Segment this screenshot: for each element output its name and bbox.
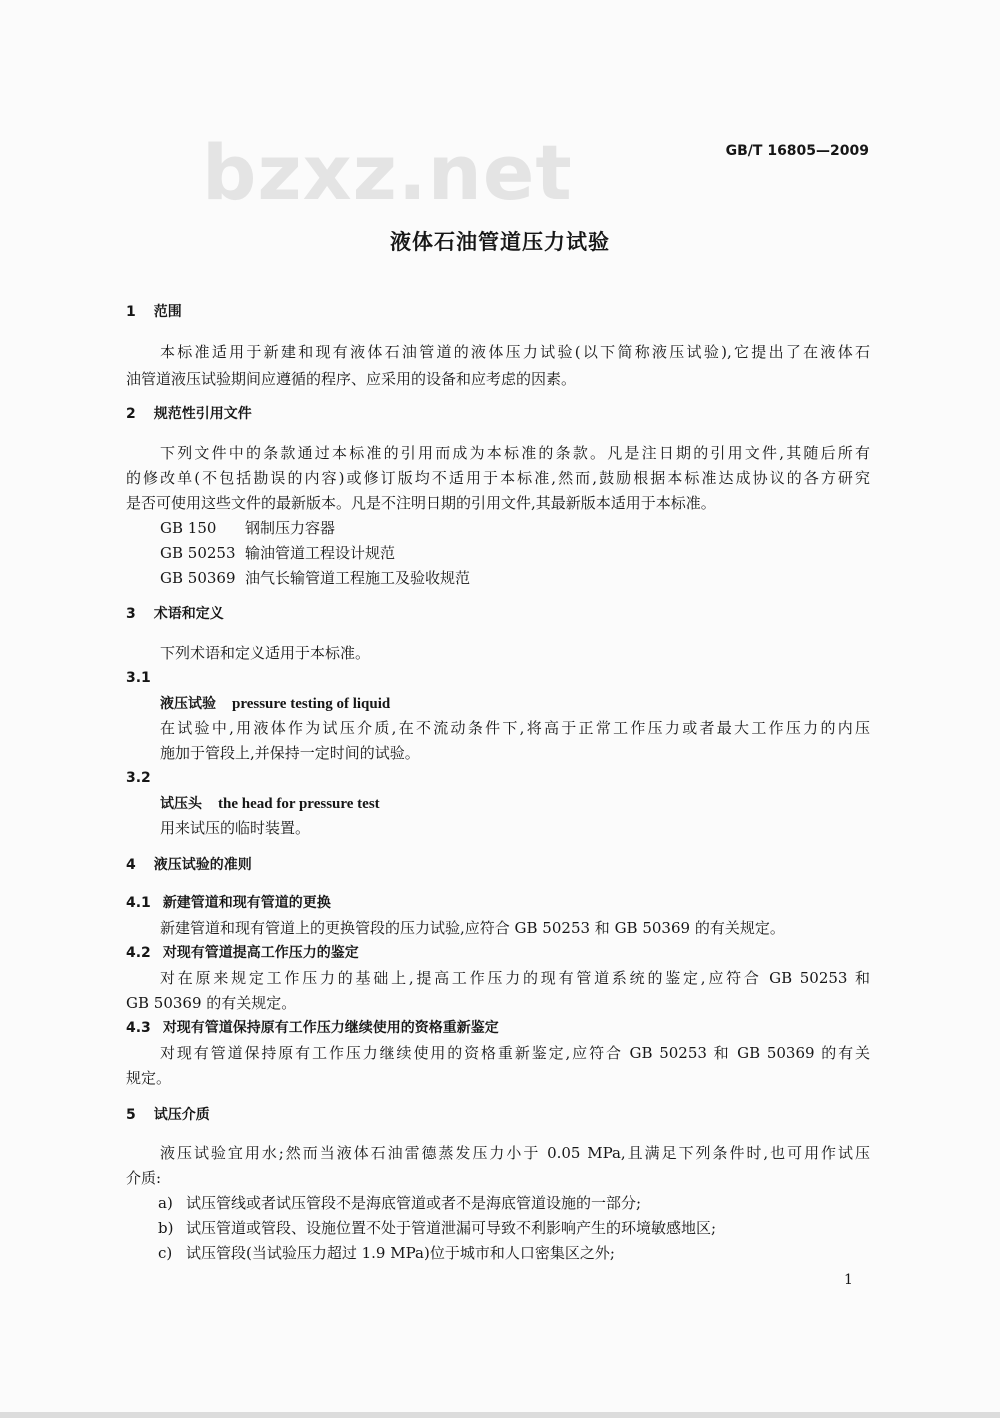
reference-item [160,543,395,563]
section-number: 3 [126,606,136,622]
reference-item [160,568,470,588]
section-number: 1 [126,304,136,320]
reference-name: 输油管道工程设计规范 [245,544,396,562]
paragraph-line: 油管道液压试验期间应遵循的程序、应采用的设备和应考虑的因素。 [126,370,577,388]
watermark: bzxz.net [202,128,573,217]
term-chinese: 液压试验 [160,696,216,712]
term-english: the head for pressure test [218,796,380,812]
paragraph-line: 规定。 [126,1069,172,1087]
section-number: 4 [126,857,136,873]
clause-number: 3.2 [126,770,151,786]
page-bottom-edge [0,1412,1000,1418]
section-3-heading [126,604,224,624]
section-title: 试压介质 [153,1107,210,1123]
section-2-heading [126,404,252,424]
list-item-text: 试压管段(当试验压力超过 1.9 MPa)位于城市和人口密集区之外; [186,1244,615,1262]
paragraph-line: 的修改单(不包括勘误的内容)或修订版均不适用于本标准,然而,鼓励根据本标准达成协议的各方研究 [126,469,870,487]
subsection-4-3-heading [126,1018,499,1038]
list-item-label: a) [158,1194,173,1212]
paragraph-line: 对现有管道保持原有工作压力继续使用的资格重新鉴定,应符合 GB 50253 和 GB 50369 的有关 [160,1044,870,1062]
paragraph-line: 下列术语和定义适用于本标准。 [160,644,371,662]
subsection-4-1-heading [126,893,331,913]
standard-number: GB/T 16805—2009 [725,143,869,159]
section-4-heading [126,855,252,875]
reference-code: GB 50369 [160,569,236,587]
list-item-label: c) [158,1244,173,1262]
reference-code: GB 150 [160,519,217,537]
term-chinese: 试压头 [160,796,202,812]
section-title: 范围 [153,304,182,320]
list-item-label: b) [158,1219,174,1237]
section-title: 规范性引用文件 [153,406,252,422]
paragraph-line: 下列文件中的条款通过本标准的引用而成为本标准的条款。凡是注日期的引用文件,其随后所有 [160,444,870,462]
clause-title: 对现有管道提高工作压力的鉴定 [162,945,359,961]
definition-line: 在试验中,用液体作为试压介质,在不流动条件下,将高于正常工作压力或者最大工作压力的内压 [160,719,870,737]
list-item [158,1193,641,1213]
section-number: 2 [126,406,136,422]
reference-name: 钢制压力容器 [245,519,336,537]
clause-title: 新建管道和现有管道的更换 [162,895,331,911]
reference-name: 油气长输管道工程施工及验收规范 [245,569,471,587]
clause-number: 3.1 [126,670,151,686]
term-entry [160,693,390,714]
definition-line: 用来试压的临时装置。 [160,819,311,837]
reference-item [160,518,335,538]
reference-code: GB 50253 [160,544,236,562]
term-english: pressure testing of liquid [232,696,391,712]
paragraph-line: GB 50369 的有关规定。 [126,994,297,1012]
definition-line: 施加于管段上,并保持一定时间的试验。 [160,744,420,762]
paragraph-line: 本标准适用于新建和现有液体石油管道的液体压力试验(以下简称液压试验),它提出了在液体石 [160,343,870,361]
subsection-4-2-heading [126,943,359,963]
paragraph-line: 介质: [126,1169,162,1187]
page-number: 1 [844,1272,853,1288]
paragraph-line: 对在原来规定工作压力的基础上,提高工作压力的现有管道系统的鉴定,应符合 GB 50253 和 [160,969,870,987]
clause-number: 4.3 [126,1020,151,1036]
list-item [158,1218,716,1238]
paragraph-line: 液压试验宜用水;然而当液体石油雷德蒸发压力小于 0.05 MPa,且满足下列条件时,也可用作试压 [160,1144,870,1162]
list-item-text: 试压管道或管段、设施位置不处于管道泄漏可导致不利影响产生的环境敏感地区; [186,1219,717,1237]
document-title: 液体石油管道压力试验 [390,230,610,254]
term-entry [160,793,380,814]
paragraph-line: 是否可使用这些文件的最新版本。凡是不注明日期的引用文件,其最新版本适用于本标准。 [126,494,716,512]
clause-number: 4.2 [126,945,151,961]
section-title: 术语和定义 [153,606,224,622]
section-title: 液压试验的准则 [153,857,252,873]
clause-title: 对现有管道保持原有工作压力继续使用的资格重新鉴定 [162,1020,499,1036]
list-item-text: 试压管线或者试压管段不是海底管道或者不是海底管道设施的一部分; [186,1194,642,1212]
section-5-heading [126,1105,210,1125]
clause-number: 4.1 [126,895,151,911]
section-number: 5 [126,1107,136,1123]
list-item [158,1243,615,1263]
section-1-heading [126,302,182,322]
paragraph-line: 新建管道和现有管道上的更换管段的压力试验,应符合 GB 50253 和 GB 50369 的有关规定。 [160,919,785,937]
